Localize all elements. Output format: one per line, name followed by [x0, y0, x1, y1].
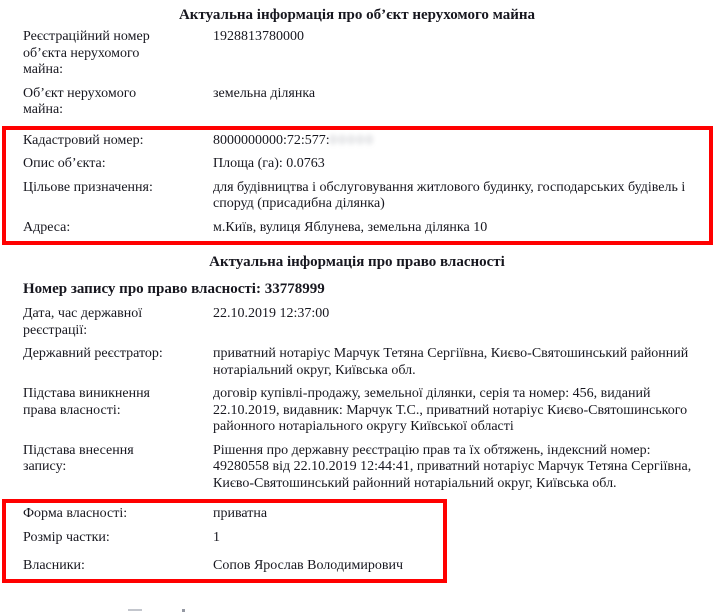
field-row-purpose: [6, 180, 709, 213]
ownership-record-number: Номер запису про право власності: 33778999: [23, 281, 325, 297]
field-label: Кадастровий номер:: [23, 132, 144, 148]
field-label: Дата, час державної реєстрації:: [23, 306, 143, 338]
cadastral-number-redacted: 00000: [329, 132, 375, 148]
field-label: Розмір частки:: [23, 529, 110, 545]
field-value: [213, 133, 699, 150]
field-value: Рішення про державну реєстрацію прав та їх обтяжень, індексний номер: 49280558 від 22.10.2019 12:44:41, приватний нотаріус Марчук Тетяна Сергіївна, Києво-Святошинський районний нотаріальний округ, Київська обл.: [213, 442, 692, 491]
field-value: приватна: [213, 506, 268, 521]
field-row-ownership-basis: [0, 386, 714, 436]
field-value: м.Київ, вулиця Яблунева, земельна ділянка 10: [213, 219, 488, 235]
highlight-box-object-details: [2, 126, 713, 246]
field-row-record-basis: [0, 443, 714, 493]
field-value: Площа (га): 0.0763: [213, 156, 325, 171]
field-row-registration-datetime: [0, 306, 714, 339]
ownership-section-title: Актуальна інформація про право власності: [209, 254, 505, 270]
field-row-object-description: [6, 156, 709, 173]
object-section-title: Актуальна інформація про об’єкт нерухомого майна: [178, 7, 536, 23]
field-value: 22.10.2019 12:37:00: [213, 306, 330, 321]
field-row-registration-number: [0, 29, 714, 79]
field-label: Цільове призначення:: [23, 179, 153, 195]
field-row-registrar: [0, 346, 714, 379]
field-row-share-size: [6, 530, 443, 547]
field-row-ownership-form: [6, 506, 443, 523]
field-label: Державний реєстратор:: [23, 346, 163, 361]
field-row-address: [6, 220, 709, 237]
field-label: Підстава виникнення права власності:: [23, 386, 150, 418]
field-value: для будівництва і обслуговування житлового будинку, господарських будівель і споруд (присадибна ділянка): [213, 179, 686, 211]
field-value: 1928813780000: [213, 29, 304, 44]
field-label: Реєстраційний номер об’єкта нерухомого майна:: [23, 29, 150, 77]
field-label: Власники:: [23, 558, 85, 573]
field-value: Сопов Ярослав Володимирович: [213, 558, 403, 573]
field-row-owners: [6, 558, 443, 575]
field-row-cadastral-number: [6, 133, 709, 150]
field-label: Підстава внесення запису:: [23, 442, 134, 474]
cadastral-number-visible: 8000000000:72:577:: [213, 132, 330, 148]
field-row-object-type: [0, 86, 714, 119]
highlight-box-ownership-details: [2, 499, 447, 583]
field-value: 1: [213, 529, 220, 545]
field-label: Форма власності:: [23, 506, 128, 521]
field-label: Опис об’єкта:: [23, 156, 106, 171]
field-value: земельна ділянка: [213, 85, 316, 101]
field-label: Адреса:: [23, 219, 71, 235]
field-value: договір купівлі-продажу, земельної ділянки, серія та номер: 456, виданий 22.10.2019, видавник: Марчук Т.С., приватний нотаріус Києво-Святошинського районного нотаріального округу Київської області: [213, 386, 688, 434]
field-value: приватний нотаріус Марчук Тетяна Сергіївна, Києво-Святошинський районний нотаріальний округ, Київська обл.: [213, 346, 689, 378]
field-label: Об’єкт нерухомого майна:: [23, 85, 137, 117]
